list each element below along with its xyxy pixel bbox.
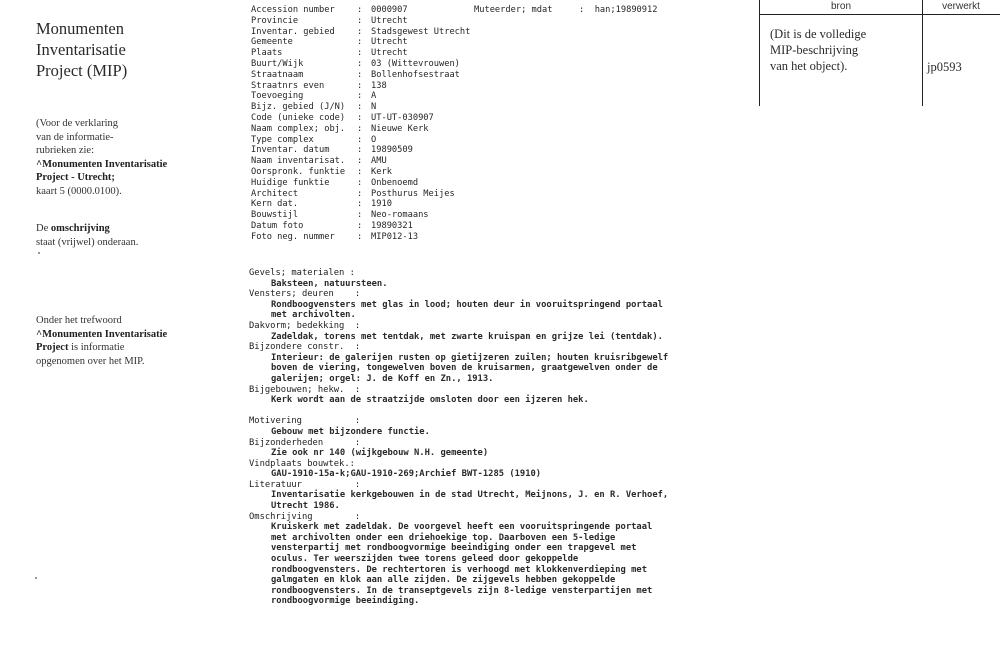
record-sections: [249, 268, 719, 607]
explanation-note: [36, 117, 226, 198]
field-sep: :: [357, 188, 363, 199]
field-label: Inventar. gebied: [251, 26, 335, 37]
bron-text: (Dit is de volledige MIP-beschrijving van het object).: [770, 27, 867, 73]
field-sep: :: [357, 220, 363, 231]
mutator-sep: :: [579, 5, 595, 15]
note-line: staat (vrijwel) onderaan.: [36, 236, 139, 248]
section-body-line: Zadeldak, torens met tentdak, met zwarte kruispan en grijze lei (tentdak).: [271, 331, 663, 342]
section-heading: Dakvorm; bedekking :: [249, 320, 361, 331]
field-sep: :: [357, 69, 363, 80]
field-row: [251, 178, 751, 189]
field-value: Posthurus Meijes: [371, 188, 455, 199]
field-label: Naam complex; obj.: [251, 123, 346, 134]
note-line: Onder het trefwoord: [36, 315, 122, 326]
field-row: [251, 48, 751, 59]
section-heading: Omschrijving :: [249, 511, 361, 522]
field-sep: :: [357, 58, 363, 69]
field-label: Straatnaam: [251, 69, 304, 80]
field-sep: :: [357, 80, 363, 91]
field-label: Datum foto: [251, 220, 304, 231]
verwerkt-text: jp0593: [927, 60, 962, 74]
record-section: [249, 385, 719, 406]
bron-table: [759, 0, 1000, 106]
field-value: AMU: [371, 156, 387, 167]
section-body-line: boven de viering, tongewelven boven de kruisarmen, graatgewelven onder de: [271, 363, 658, 374]
field-label: Straatnrs even: [251, 80, 325, 91]
description-note: [36, 222, 226, 249]
section-body-line: GAU-1910-15a-k;GAU-1910-269;Archief BWT-1285 (1910): [271, 469, 542, 480]
field-value: Bollenhofsestraat: [371, 69, 460, 80]
note-bold-line: ^Monumenten Inventarisatie: [36, 328, 168, 340]
field-row: [251, 221, 751, 232]
record-section: [249, 480, 719, 512]
field-row: [251, 135, 751, 146]
field-value: Utrecht: [371, 48, 408, 59]
mutator-value: han;19890912: [594, 5, 658, 15]
field-sep: :: [357, 123, 363, 134]
field-sep: :: [357, 48, 363, 59]
field-value: Kerk: [371, 166, 392, 177]
keyword-note: [36, 314, 226, 368]
field-value: Onbenoemd: [371, 177, 419, 188]
field-sep: :: [357, 156, 363, 167]
section-body-line: Baksteen, natuursteen.: [271, 278, 388, 289]
section-body-line: Rondboogvensters met glas in lood; houten deur in vooruitspringend portaal: [271, 299, 663, 310]
field-row: [251, 59, 751, 70]
field-label: Naam inventarisat.: [251, 156, 346, 167]
field-sep: :: [357, 102, 363, 113]
field-label: Architect: [251, 188, 299, 199]
field-row: [251, 16, 751, 27]
section-heading: Gevels; materialen :: [249, 268, 355, 278]
section-heading: Literatuur :: [249, 479, 361, 490]
field-value: Neo-romaans: [371, 210, 429, 221]
field-row: [251, 37, 751, 48]
mutator: [474, 5, 657, 16]
field-sep: :: [357, 210, 363, 221]
record-section: [249, 342, 719, 384]
field-value: 19890509: [371, 145, 413, 156]
section-body-line: Zie ook nr 140 (wijkgebouw N.H. gemeente): [271, 448, 489, 459]
field-row: [251, 189, 751, 200]
field-row: [251, 113, 751, 124]
field-sep: :: [357, 177, 363, 188]
field-row: [251, 145, 751, 156]
field-sep: :: [357, 26, 363, 37]
field-label: Provincie: [251, 15, 299, 26]
field-value: Utrecht: [371, 37, 408, 48]
field-value: MIP012-13: [371, 231, 419, 242]
field-row: [251, 102, 751, 113]
section-heading: Vindplaats bouwtek.:: [249, 458, 355, 469]
title-line: Project (MIP): [36, 61, 128, 80]
section-body-line: oculus. Ter weerszijden twee torens geleed door gekoppelde: [271, 554, 579, 565]
section-body-line: Kerk wordt aan de straatzijde omsloten door een ijzeren hek.: [271, 395, 589, 406]
field-label: Code (unieke code): [251, 112, 346, 123]
field-label: Gemeente: [251, 37, 293, 48]
field-sep: :: [357, 134, 363, 145]
field-sep: :: [357, 37, 363, 48]
mutator-label: Muteerder; mdat: [474, 5, 553, 15]
record-section: [249, 321, 719, 342]
field-row: [251, 70, 751, 81]
field-sep: :: [357, 199, 363, 210]
record-fields: [251, 5, 751, 243]
field-value: O: [371, 134, 377, 145]
record-section: [249, 459, 719, 480]
field-label: Kern dat.: [251, 199, 299, 210]
section-body-line: Gebouw met bijzondere functie.: [271, 426, 430, 437]
note-bold-line: Project - Utrecht;: [36, 172, 115, 183]
field-value: 138: [371, 80, 387, 91]
field-sep: :: [357, 231, 363, 242]
verwerkt-header: verwerkt: [922, 0, 1000, 15]
section-body-line: vensterpartij met rondboogvormige beeindiging onder een trapgevel met: [271, 543, 637, 554]
field-row: [251, 199, 751, 210]
section-heading: Vensters; deuren :: [249, 289, 361, 300]
section-body-line: rondboogvensters. De rechtertoren is verhoogd met klokkenverdieping met: [271, 564, 648, 575]
section-body-line: Utrecht 1986.: [271, 501, 340, 512]
section-body-line: met archivolten.: [271, 310, 356, 321]
section-body-line: met archivolten onder een driehoekige top. Daarboven een 5-ledige: [271, 532, 616, 543]
record-section: [249, 289, 719, 321]
field-row: [251, 91, 751, 102]
section-heading: Bijzondere constr. :: [249, 342, 361, 353]
field-value: A: [371, 91, 377, 102]
field-label: Toevoeging: [251, 91, 304, 102]
field-row: [251, 167, 751, 178]
field-label: Oorspronk. funktie: [251, 166, 346, 177]
field-sep: :: [357, 91, 363, 102]
mip-title: [36, 18, 216, 81]
field-row: [251, 81, 751, 92]
field-label: Bijz. gebied (J/N): [251, 102, 346, 113]
field-label: Inventar. datum: [251, 145, 330, 156]
field-sep: :: [357, 112, 363, 123]
field-value: 1910: [371, 199, 392, 210]
field-value: 19890321: [371, 220, 413, 231]
field-row: [251, 232, 751, 243]
section-body-line: rondboogvormige beeindiging.: [271, 596, 420, 607]
record-section: [249, 438, 719, 459]
section-heading: Bijgebouwen; hekw. :: [249, 384, 361, 395]
field-row: [251, 210, 751, 221]
section-body-line: Interieur: de galerijen rusten op gietijzeren zuilen; houten kruisribgewelf: [271, 352, 669, 363]
field-row: [251, 27, 751, 38]
scan-speck: [35, 577, 37, 579]
field-label: Bouwstijl: [251, 210, 299, 221]
field-label: Accession number: [251, 5, 335, 15]
note-line: van de informatie-: [36, 131, 114, 143]
field-sep: :: [357, 15, 363, 26]
verwerkt-column: [922, 0, 1000, 106]
record-section: [249, 268, 719, 289]
note-bold-line: ^Monumenten Inventarisatie: [36, 158, 168, 170]
field-value: UT-UT-030907: [371, 112, 434, 123]
record-section: [249, 416, 719, 437]
title-line: Monumenten: [36, 19, 124, 38]
field-value: N: [371, 102, 377, 113]
field-label: Type complex: [251, 134, 314, 145]
title-line: Inventarisatie: [36, 40, 126, 59]
field-value: Nieuwe Kerk: [371, 123, 429, 134]
field-sep: :: [357, 5, 363, 15]
section-heading: Bijzonderheden :: [249, 437, 361, 448]
record-section: [249, 512, 719, 607]
section-body-line: galerijen; orgel: J. de Koff en Zn., 1913.: [271, 373, 494, 384]
section-body-line: galmgaten en klok aan alle zijden. De zijgevels hebben gekoppelde: [271, 575, 616, 586]
field-value: Stadsgewest Utrecht: [371, 26, 471, 37]
note-line: rubrieken zie:: [36, 145, 95, 156]
field-value: 03 (Wittevrouwen): [371, 58, 460, 69]
field-row: [251, 124, 751, 135]
field-row: [251, 156, 751, 167]
section-body-line: rondboogvensters. In de transeptgevels zijn 8-ledige vensterpartijen met: [271, 585, 653, 596]
note-line: opgenomen over het MIP.: [36, 355, 145, 367]
field-sep: :: [357, 145, 363, 156]
note-text: De: [36, 223, 51, 234]
note-line: kaart 5 (0000.0100).: [36, 185, 122, 197]
note-bold: omschrijving: [50, 223, 110, 234]
field-value: 0000907: [371, 5, 408, 15]
field-label: Foto neg. nummer: [251, 231, 335, 242]
field-label: Buurt/Wijk: [251, 58, 304, 69]
scan-speck: [38, 252, 40, 254]
note-line: (Voor de verklaring: [36, 118, 119, 129]
section-heading: Motivering :: [249, 416, 361, 427]
bron-column: [759, 0, 923, 106]
note-bold-line: Project: [36, 342, 69, 353]
field-label: Plaats: [251, 48, 283, 59]
note-text: is informatie: [68, 342, 125, 353]
bron-header: bron: [760, 0, 922, 15]
field-value: Utrecht: [371, 15, 408, 26]
field-sep: :: [357, 166, 363, 177]
section-body-line: Inventarisatie kerkgebouwen in de stad Utrecht, Meijnons, J. en R. Verhoef,: [271, 490, 669, 501]
field-label: Huidige funktie: [251, 177, 330, 188]
section-body-line: Kruiskerk met zadeldak. De voorgevel heeft een vooruitspringende portaal: [271, 522, 653, 533]
